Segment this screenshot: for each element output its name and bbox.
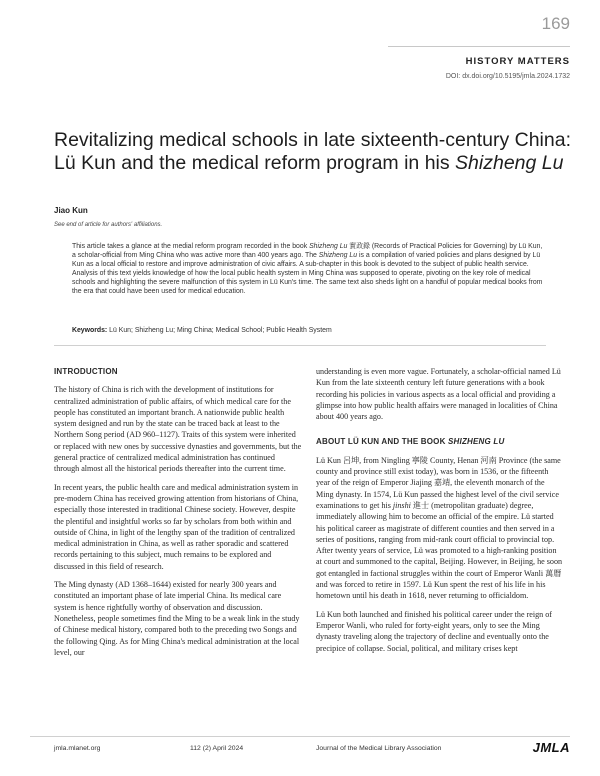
abstract-book-title-2: Shizheng Lu bbox=[318, 252, 358, 259]
about-heading-italic: SHIZHENG LU bbox=[448, 437, 505, 447]
affiliation-note: See end of article for authors' affiliations. bbox=[54, 222, 163, 228]
intro-paragraph-1: The history of China is rich with the development of institutions for centralized administration of public affairs, of which medical care for the people has constituted an important branch. A nationwide public health system designed and run by the state can be traced back at least to the Northern Song period (AD 960–1127). Traits of this system were inherited or replaced with new ones by successive dynasties and governments, but the general practice of centralized medical administration has continued through almost all the historical periods thereafter into the current time. bbox=[54, 385, 302, 474]
intro-paragraph-3: The Ming dynasty (AD 1368–1644) existed for nearly 300 years and constituted an important phase of late imperial China. Its medical care system is hence rightfully worthy of observation and discussion. Nonetheless, people sometimes find the Ming to be a weak link in the study of Chinese medical history, compared both to the preceding two Songs and the following Qing. As for Ming China's medical administration at the local level, our bbox=[54, 580, 300, 657]
intro-paragraph-continued: understanding is even more vague. Fortunately, a scholar-official named Lü Kun from the late sixteenth century left future generations with a book recording his policies in various aspects as a local official and providing a glimpse into how public health affairs were managed in localities of China about 400 years ago. bbox=[316, 367, 561, 422]
abstract-text-1: This article takes a glance at the medial reform program recorded in the book bbox=[72, 243, 310, 250]
section-label: HISTORY MATTERS bbox=[465, 56, 570, 67]
footer-rule bbox=[30, 736, 570, 737]
about-heading-main: ABOUT LÜ KUN AND THE BOOK bbox=[316, 437, 449, 447]
intro-paragraph-2: In recent years, the public health care and medical administration system in pre-modern China has received growing attention from historians of China, especially those interested in traditional Chinese society. However, despite the plentiful and insightful works so far by scholars from both within and outside of China, in light of the lengthy span of the tradition of centralized medical administration in China, as well as rather sporadic and scattered records pertaining to this subject, much remains to be explored and discussed in this field of research. bbox=[54, 482, 299, 571]
header-rule bbox=[388, 46, 570, 47]
keywords bbox=[72, 327, 546, 334]
left-column bbox=[54, 366, 302, 665]
introduction-heading: INTRODUCTION bbox=[54, 367, 118, 376]
abstract bbox=[72, 242, 546, 296]
right-column bbox=[316, 366, 564, 661]
abstract-text-3: is a compilation of varied policies and plans designed by Lü Kun as a local official to restore and improve administration of civic affairs. A sub-chapter in this book is devoted to the subject of public health service. Analysis of this text yields knowledge of how the local public health system in Ming China was supposed to operate, pivoting on the key role of medical schools and highlighting the severe malfunction of this system in Lü Kun's time. The same text also sheds light on a handful of popular medical books from the era that could have been used for medical education. bbox=[72, 252, 543, 295]
keywords-label: Keywords: bbox=[72, 327, 108, 334]
footer-site-link[interactable]: jmla.mlanet.org bbox=[54, 745, 101, 752]
title-main: Revitalizing medical schools in late sixteenth-century China: Lü Kun and the medical reform program in his bbox=[54, 129, 571, 174]
author-name: Jiao Kun bbox=[54, 206, 88, 215]
abstract-book-title-1: Shizheng Lu bbox=[309, 243, 348, 250]
jmla-logo: JMLA bbox=[532, 740, 570, 755]
about-paragraph-1 bbox=[316, 455, 564, 602]
about-heading bbox=[316, 436, 564, 447]
page-number: 169 bbox=[541, 14, 570, 33]
title-italic: Shizheng Lu bbox=[455, 152, 564, 174]
keywords-list: Lü Kun; Shizheng Lu; Ming China; Medical School; Public Health System bbox=[107, 327, 332, 334]
about-paragraph-2: Lü Kun both launched and finished his political career under the reign of Emperor Wanli, who ruled for forty-eight years, only to see the Ming dynasty traveling along the trajectory of decline and eventually onto the precipice of collapse. Social, political, and military crises kept bbox=[316, 609, 552, 653]
about-p1-jinshi: jinshi bbox=[392, 500, 411, 510]
doi-link[interactable]: DOI: dx.doi.org/10.5195/jmla.2024.1732 bbox=[445, 73, 570, 80]
about-p1-text-a: Lü Kun 呂坤, from Ningling 寧陵 County, Henan 河南 Province (the same county and province still exist today), was born in 1536, or the fifteenth year of the reign of Emperor Jiajing 嘉靖, the eleventh monarch of the Ming dynasty. In 1574, Lü Kun passed the highest level of the civil service examinations to get his bbox=[316, 455, 561, 510]
article-title bbox=[54, 129, 574, 175]
about-p1-text-c: 進士 (metropolitan graduate) degree, immediately allowing him to become an official of the empire. Lü started his political career as magistrate of different counties and then served in a series of positions, ranging from mid-rank court official to provincial top. After twenty years of service, Lü was promoted to a high-ranking position at court and summoned to the capital, Beijing. However, in Beijing, he soon got entangled in factional struggles within the court of Emperor Wanli 萬曆 and was forced to retire in 1597. Lü Kun spent the rest of his life in his hometown until his death in 1618, never returning to officialdom. bbox=[316, 500, 563, 601]
footer-journal: Journal of the Medical Library Association bbox=[316, 745, 442, 752]
abstract-text-2: 實政錄 (Records of Practical Policies for Governing) by Lü Kun, a scholar-official from Ming China who was active more than 400 years ago. The bbox=[72, 243, 543, 259]
footer-issue: 112 (2) April 2024 bbox=[190, 745, 244, 752]
keywords-rule bbox=[54, 345, 546, 346]
